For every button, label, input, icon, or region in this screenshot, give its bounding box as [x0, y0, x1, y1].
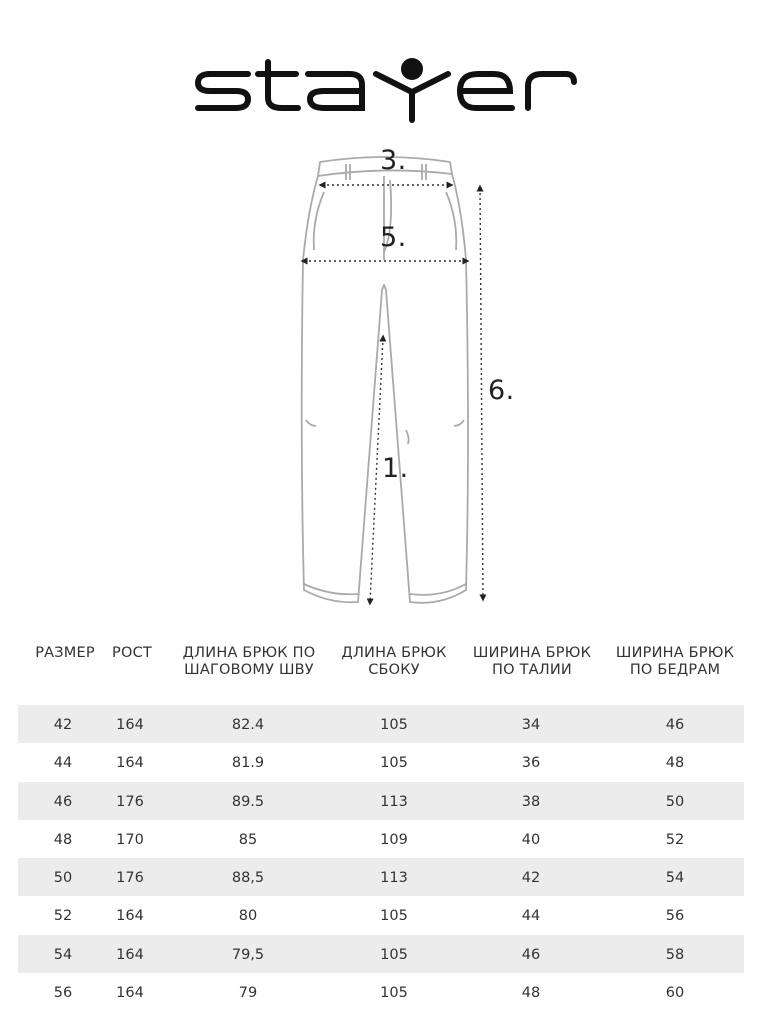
- cell-side: 105: [380, 946, 408, 963]
- cell-size: 52: [53, 908, 73, 925]
- header-hips-width: ШИРИНА БРЮК ПО БЕДРАМ: [615, 645, 735, 678]
- table-row: [18, 705, 744, 743]
- cell-height: 176: [116, 870, 144, 887]
- waist-label: 3.: [380, 145, 407, 176]
- header-height: РОСТ: [112, 645, 152, 661]
- hips-label: 5.: [380, 222, 407, 253]
- side-length-label: 6.: [488, 375, 515, 406]
- cell-inseam: 85: [238, 831, 258, 848]
- cell-hips: 54: [665, 870, 685, 887]
- cell-size: 50: [53, 870, 73, 887]
- cell-waist: 44: [521, 908, 541, 925]
- table-body: [18, 705, 744, 1011]
- cell-size: 54: [53, 946, 73, 963]
- cell-height: 170: [116, 831, 144, 848]
- cell-hips: 58: [665, 946, 685, 963]
- cell-waist: 48: [521, 985, 541, 1002]
- cell-hips: 48: [665, 755, 685, 772]
- cell-size: 44: [53, 755, 73, 772]
- cell-size: 48: [53, 831, 73, 848]
- cell-inseam: 89.5: [231, 793, 265, 810]
- cell-side: 113: [380, 870, 408, 887]
- cell-waist: 36: [521, 755, 541, 772]
- table-row: [18, 935, 744, 973]
- cell-height: 164: [116, 717, 144, 733]
- header-size: РАЗМЕР: [35, 645, 95, 661]
- cell-side: 113: [380, 793, 408, 810]
- cell-size: 46: [53, 793, 73, 810]
- cell-inseam: 79: [238, 985, 258, 1002]
- cell-height: 176: [116, 793, 144, 810]
- cell-hips: 46: [665, 717, 685, 733]
- inseam-label: 1.: [382, 453, 409, 484]
- cell-height: 164: [116, 985, 144, 1002]
- table-row: [18, 896, 744, 934]
- cell-waist: 42: [521, 870, 541, 887]
- cell-inseam: 79,5: [231, 946, 265, 963]
- table-row: [18, 743, 744, 781]
- cell-side: 105: [380, 717, 408, 733]
- cell-side: 105: [380, 755, 408, 772]
- cell-hips: 60: [665, 985, 685, 1002]
- cell-inseam: 80: [238, 908, 258, 925]
- cell-waist: 34: [521, 717, 541, 733]
- cell-side: 109: [380, 831, 408, 848]
- cell-hips: 56: [665, 908, 685, 925]
- cell-size: 56: [53, 985, 73, 1002]
- header-inseam-length: ДЛИНА БРЮК ПО ШАГОВОМУ ШВУ: [182, 645, 316, 678]
- cell-hips: 52: [665, 831, 685, 848]
- stayer-logo: [190, 52, 580, 132]
- table-row: [18, 782, 744, 820]
- cell-waist: 40: [521, 831, 541, 848]
- trousers-measurement-diagram: [290, 140, 500, 615]
- table-row: [18, 973, 744, 1011]
- cell-hips: 50: [665, 793, 685, 810]
- cell-height: 164: [116, 755, 144, 772]
- header-waist-width: ШИРИНА БРЮК ПО ТАЛИИ: [472, 645, 592, 678]
- side-length-line: [480, 188, 483, 598]
- cell-size: 42: [53, 717, 73, 733]
- cell-height: 164: [116, 946, 144, 963]
- cell-height: 164: [116, 908, 144, 925]
- cell-inseam: 88,5: [231, 870, 265, 887]
- cell-waist: 46: [521, 946, 541, 963]
- table-row: [18, 858, 744, 896]
- table-row: [18, 820, 744, 858]
- header-side-length: ДЛИНА БРЮК СБОКУ: [341, 645, 447, 678]
- cell-waist: 38: [521, 793, 541, 810]
- cell-inseam: 81.9: [231, 755, 265, 772]
- cell-inseam: 82.4: [231, 717, 265, 733]
- cell-side: 105: [380, 985, 408, 1002]
- cell-side: 105: [380, 908, 408, 925]
